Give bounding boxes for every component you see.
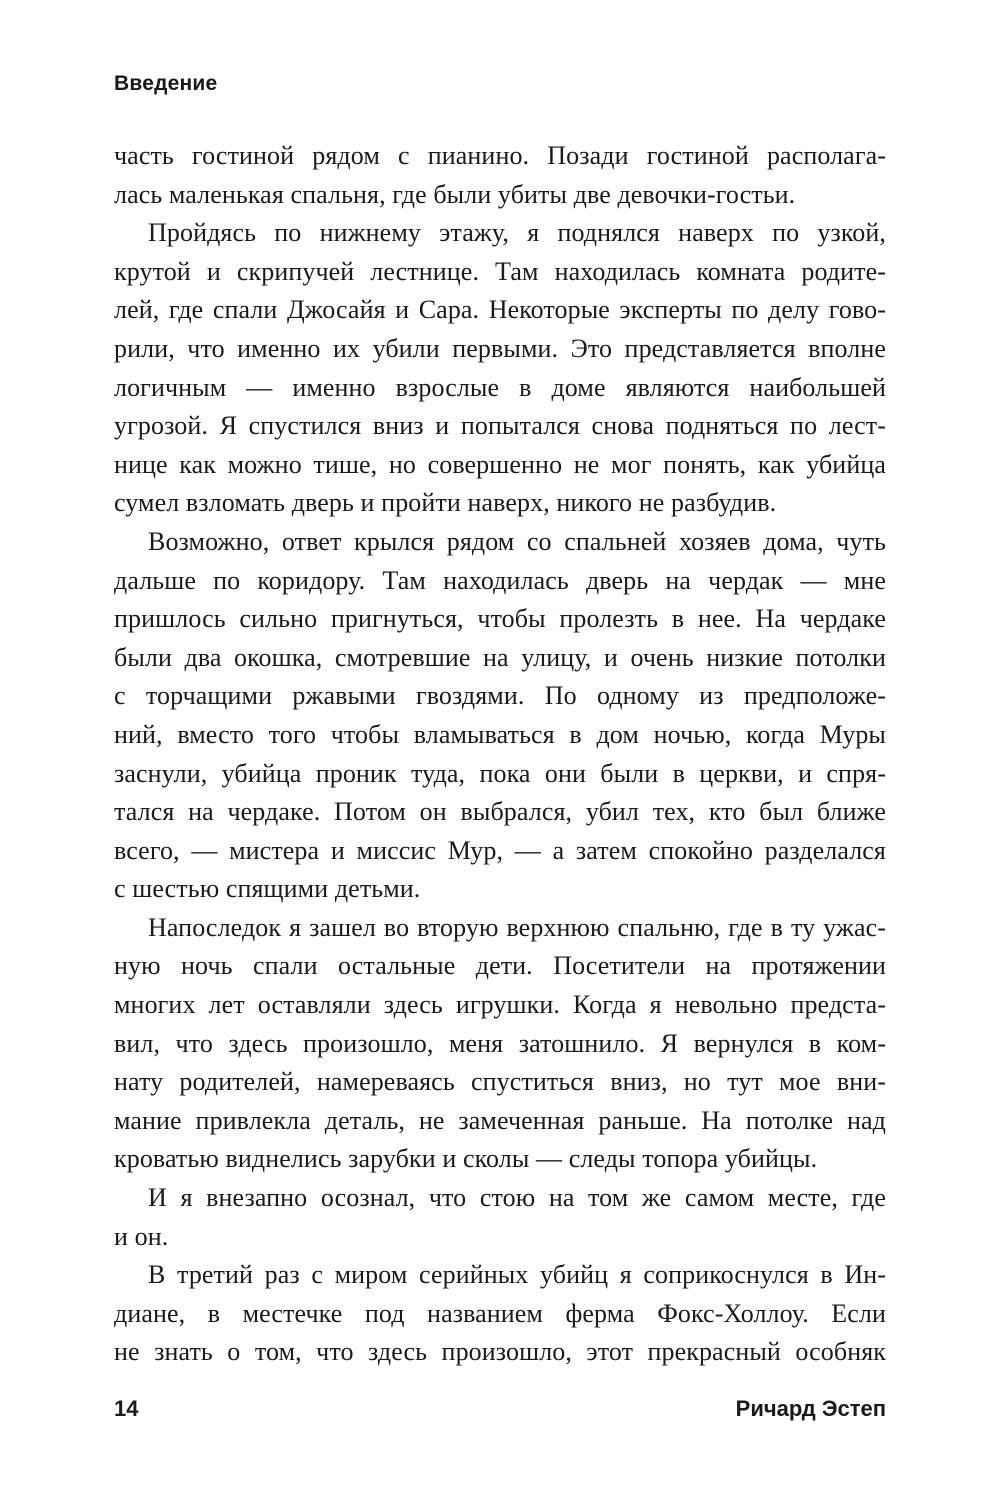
text-line: часть гостиной рядом с пианино. Позади гостиной располага- (114, 141, 886, 170)
page-number: 14 (114, 1396, 139, 1421)
text-line: Возможно, ответ крылся рядом со спальней хозяев дома, чуть (148, 526, 886, 556)
body-text (114, 137, 886, 1372)
text-line: были два окошка, смотревшие на улицу, и очень низкие потолки (114, 642, 886, 672)
text-line: лей, где спали Джосайя и Сара. Некоторые эксперты по делу гово- (114, 295, 886, 325)
text-line: мание привлекла деталь, не замеченная раньше. На потолке над (114, 1105, 886, 1135)
text-line: Напоследок я зашел во вторую верхнюю спальню, где в ту ужас- (148, 912, 886, 942)
text-line: с шестью спящими детьми. (114, 874, 421, 904)
text-line: угрозой. Я спустился вниз и попытался снова подняться по лест- (114, 411, 886, 441)
running-foot-author: Ричард Эстеп (735, 1396, 886, 1421)
text-line: крутой и скрипучей лестнице. Там находилась комната родите- (114, 256, 886, 286)
text-line: нице как можно тише, но совершенно не мог понять, как убийца (114, 449, 886, 479)
running-head-section-title: Введение (114, 72, 218, 95)
text-line: пришлось сильно пригнуться, чтобы пролезть в нее. На чердаке (114, 604, 886, 634)
text-line: логичным — именно взрослые в доме являются наибольшей (114, 372, 886, 402)
text-line: В третий раз с миром серийных убийц я соприкоснулся в Ин- (148, 1260, 886, 1290)
text-line: всего, — мистера и миссис Мур, — а затем спокойно разделался (114, 835, 886, 865)
text-line: рили, что именно их убили первыми. Это представляется вполне (114, 333, 886, 363)
text-line: заснули, убийца проник туда, пока они были в церкви, и спря- (114, 758, 886, 788)
text-line: тался на чердаке. Потом он выбрался, убил тех, кто был ближе (114, 797, 886, 827)
text-line: диане, в местечке под названием ферма Фокс-Холлоу. Если (114, 1298, 886, 1328)
text-line: дальше по коридору. Там находилась дверь на чердак — мне (114, 565, 886, 595)
text-line: лась маленькая спальня, где были убиты две девочки-гостьи. (114, 179, 796, 209)
text-line: и он. (114, 1221, 169, 1251)
text-line: нату родителей, намереваясь спуститься вниз, но тут мое вни- (114, 1067, 886, 1097)
text-line: с торчащими ржавыми гвоздями. По одному из предположе- (114, 681, 886, 711)
text-line: ний, вместо того чтобы вламываться в дом ночью, когда Муры (114, 719, 886, 749)
text-line: многих лет оставляли здесь игрушки. Когда я невольно предста- (114, 990, 886, 1020)
text-line: не знать о том, что здесь произошло, этот прекрасный особняк (114, 1337, 886, 1367)
text-line: ную ночь спали остальные дети. Посетители на протяжении (114, 951, 886, 981)
text-line: кроватью виднелись зарубки и сколы — следы топора убийцы. (114, 1144, 818, 1174)
text-line: И я внезапно осознал, что стою на том же самом месте, где (148, 1183, 886, 1213)
text-line: Пройдясь по нижнему этажу, я поднялся наверх по узкой, (148, 218, 886, 248)
text-line: вил, что здесь произошло, меня затошнило. Я вернулся в ком- (114, 1028, 886, 1058)
text-line: сумел взломать дверь и пройти наверх, никого не разбудив. (114, 488, 777, 518)
